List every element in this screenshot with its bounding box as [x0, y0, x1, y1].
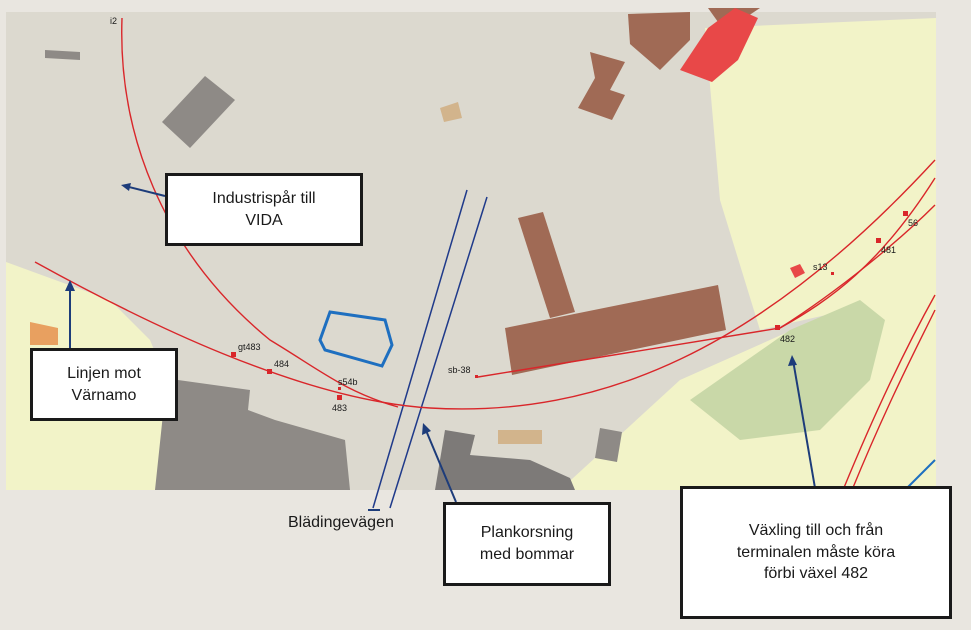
- point-label-sb38: sb-38: [448, 365, 471, 375]
- point-marker-481: [876, 238, 881, 243]
- point-label-481: 481: [881, 245, 897, 255]
- callout-linjen-mot-varnamo: Linjen mot Värnamo: [30, 348, 178, 421]
- point-label-56: 56: [908, 218, 919, 228]
- point-marker-s13: [831, 272, 834, 275]
- point-label-i2: i2: [110, 16, 118, 26]
- point-label-482: 482: [780, 334, 796, 344]
- point-label-484: 484: [274, 359, 290, 369]
- point-marker-s54b: [338, 387, 341, 390]
- callout-plankorsning: Plankorsning med bommar: [443, 502, 611, 586]
- point-label-483: 483: [332, 403, 348, 413]
- building: [498, 430, 542, 444]
- callout-industrispar: Industrispår till VIDA: [165, 173, 363, 246]
- point-marker-484: [267, 369, 272, 374]
- point-marker-gt483: [231, 352, 236, 357]
- point-label-s13: s13: [813, 262, 828, 272]
- callout-vaxling: Växling till och från terminalen måste köra förbi växel 482: [680, 486, 952, 619]
- point-marker-sb38: [475, 375, 478, 378]
- point-marker-483: [337, 395, 342, 400]
- point-label-s54b: s54b: [338, 377, 358, 387]
- point-marker-56: [903, 211, 908, 216]
- point-label-gt483: gt483: [238, 342, 261, 352]
- road-name-label: Blädingevägen: [288, 514, 394, 531]
- point-marker-482: [775, 325, 780, 330]
